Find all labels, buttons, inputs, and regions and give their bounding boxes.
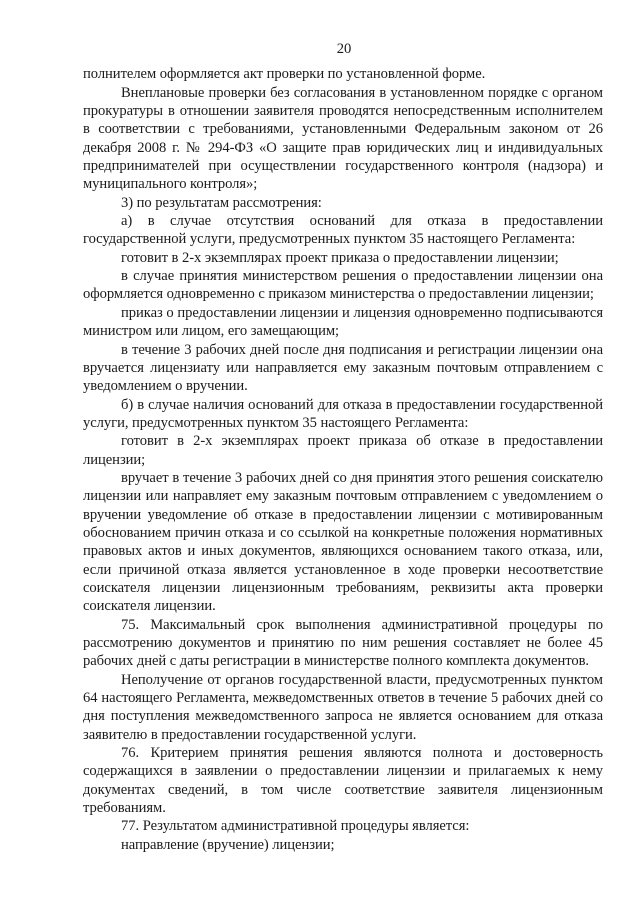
paragraph: в случае принятия министерством решения о предоставлении лицензии она оформляется одновременно с приказом министерства о предоставлении лицензии; xyxy=(83,268,603,303)
paragraph: 77. Результатом административной процедуры является: xyxy=(121,818,470,835)
paragraph: готовит в 2-х экземплярах проект приказа об отказе в предоставлении лицензии; xyxy=(83,433,603,468)
paragraph: Внеплановые проверки без согласования в установленном порядке с органом прокуратуры в отношении заявителя проводятся непосредственным исполнителем в соответствии с требованиями, установленными Федеральным законом от 26 декабря 2008 г. № 294-ФЗ «О защите прав юридических лиц и индивидуальных предпринимателей при осуществлении государственного контроля (надзора) и муниципального контроля»; xyxy=(83,84,603,193)
paragraph: 75. Максимальный срок выполнения административной процедуры по рассмотрению документов и принятию по ним решения составляет не более 45 рабочих дней с даты регистрации в министерстве полного комплекта документов. xyxy=(83,616,603,670)
document-page xyxy=(83,40,603,854)
paragraph: направление (вручение) лицензии; xyxy=(121,836,335,853)
paragraph: в течение 3 рабочих дней после дня подписания и регистрации лицензии она вручается лицензиату или направляется ему заказным почтовым отправлением с уведомлением о вручении. xyxy=(83,341,603,395)
paragraph: Неполучение от органов государственной власти, предусмотренных пунктом 64 настоящего Регламента, межведомственных ответов в течение 5 рабочих дней со дня поступления межведомственного запроса не является основанием для отказа заявителю в предоставлении государственной услуги. xyxy=(83,671,603,743)
paragraph: б) в случае наличия оснований для отказа в предоставлении государственной услуги, предусмотренных пунктом 35 настоящего Регламента: xyxy=(83,396,603,431)
paragraph: готовит в 2-х экземплярах проект приказа о предоставлении лицензии; xyxy=(121,249,559,266)
paragraph: 3) по результатам рассмотрения: xyxy=(121,194,322,211)
paragraph: 76. Критерием принятия решения являются полнота и достоверность содержащихся в заявлении о предоставлении лицензии и прилагаемых к нему документах сведений, в том числе соответствие заявителя лицензионным требованиям. xyxy=(83,745,603,817)
paragraph: а) в случае отсутствия оснований для отказа в предоставлении государственной услуги, предусмотренных пунктом 35 настоящего Регламента: xyxy=(83,213,603,248)
page-number: 20 xyxy=(336,41,352,57)
document-body xyxy=(83,65,603,854)
paragraph: полнителем оформляется акт проверки по установленной форме. xyxy=(83,66,486,83)
paragraph: приказ о предоставлении лицензии и лицензия одновременно подписываются министром или лицом, его замещающим; xyxy=(83,304,603,340)
paragraph: вручает в течение 3 рабочих дней со дня принятия этого решения соискателю лицензии или направляет ему заказным почтовым отправлением с уведомлением о вручении уведомление об отказе в предоставлении лицензии с мотивированным обоснованием причин отказа и со ссылкой на конкретные положения нормативных правовых актов и иных документов, являющихся основанием такого отказа, или, если причиной отказа является установленное в ходе проверки несоответствие соискателя лицензии лицензионным требованиям, реквизиты акта проверки соискателя лицензии. xyxy=(83,469,603,615)
